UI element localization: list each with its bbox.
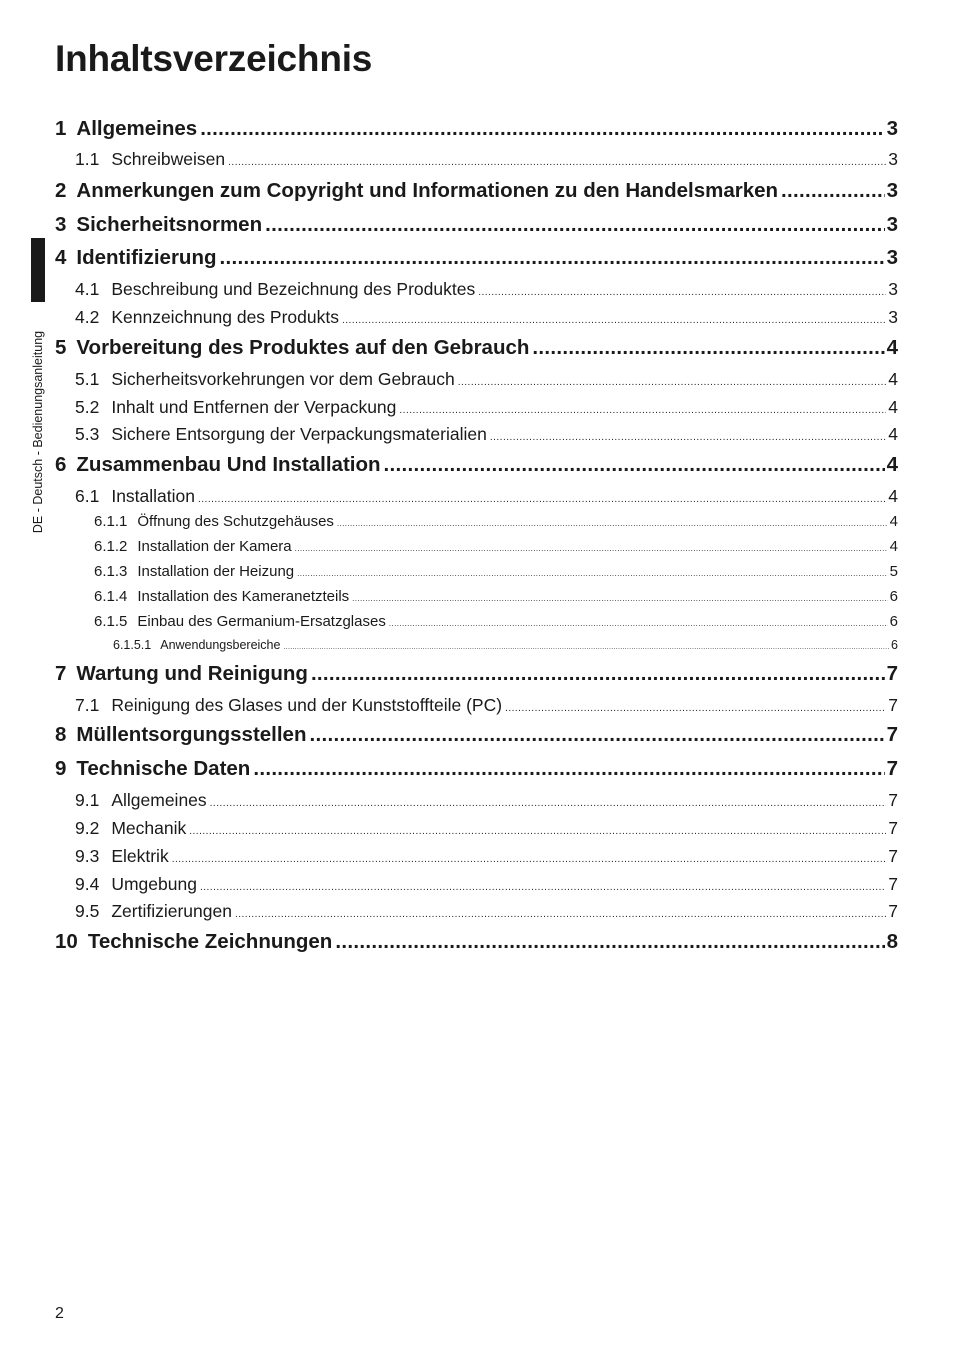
- toc-entry-label: Allgemeines: [76, 117, 198, 140]
- toc-entry-label: Technische Zeichnungen: [87, 930, 333, 953]
- toc-entry-number: 6.1.5: [94, 613, 128, 630]
- toc-entry-number: 9.3: [75, 846, 100, 866]
- toc-entry[interactable]: [75, 369, 898, 390]
- toc-dot-leader: [219, 246, 884, 270]
- toc-entry-number: 5: [55, 336, 67, 359]
- toc-entry[interactable]: [94, 538, 898, 555]
- toc-entry-number: 10: [55, 930, 78, 953]
- toc-entry-number: 6.1.4: [94, 588, 128, 605]
- toc-entry-label: Öffnung des Schutzgehäuses: [137, 513, 334, 530]
- toc-entry-number: 1.1: [75, 149, 100, 169]
- toc-dot-leader: [189, 826, 886, 837]
- toc-entry[interactable]: [55, 930, 898, 954]
- toc-entry-page: 7: [888, 790, 898, 810]
- toc-entry[interactable]: [55, 723, 898, 747]
- toc-entry-label: Anmerkungen zum Copyright und Informationen zu den Handelsmarken: [76, 179, 779, 202]
- toc-entry-page: 7: [888, 874, 898, 894]
- toc-entry-label: Installation der Kamera: [137, 538, 292, 555]
- toc-entry-label: Sicherheitsnormen: [76, 213, 263, 236]
- page-title: Inhaltsverzeichnis: [55, 38, 373, 79]
- toc-entry-page: 4: [888, 397, 898, 417]
- toc-entry[interactable]: [55, 336, 898, 360]
- toc-entry-number: 6.1.5.1: [113, 638, 152, 652]
- toc-entry-number: 6: [55, 453, 67, 476]
- toc-entry-number: 9: [55, 757, 67, 780]
- toc-entry-number: 3: [55, 213, 67, 236]
- toc-entry-label: Sicherheitsvorkehrungen vor dem Gebrauch: [111, 369, 455, 389]
- toc-entry-number: 8: [55, 723, 67, 746]
- toc-dot-leader: [198, 494, 886, 505]
- toc-dot-leader: [297, 569, 888, 578]
- toc-entry-number: 6.1.3: [94, 563, 128, 580]
- toc-entry-page: 4: [888, 486, 898, 506]
- toc-entry-label: Installation der Heizung: [137, 563, 295, 580]
- sidebar-language-label: DE - Deutsch - Bedienungsanleitung: [31, 330, 45, 534]
- toc-dot-leader: [505, 703, 886, 714]
- toc-entry-label: Mechanik: [111, 818, 187, 838]
- toc-dot-leader: [311, 662, 885, 686]
- toc-entry[interactable]: [75, 846, 898, 867]
- toc-entry[interactable]: [55, 246, 898, 270]
- toc-entry[interactable]: [75, 901, 898, 922]
- toc-dot-leader: [337, 519, 888, 528]
- toc-entry-label: Schreibweisen: [111, 149, 226, 169]
- toc-dot-leader: [352, 594, 888, 603]
- toc-entry-number: 5.3: [75, 424, 100, 444]
- toc-entry[interactable]: [55, 117, 898, 141]
- toc-entry-number: 9.4: [75, 874, 100, 894]
- toc-dot-leader: [399, 405, 886, 416]
- toc-entry-page: 7: [888, 818, 898, 838]
- toc-entry-page: 6: [889, 613, 898, 630]
- toc-entry-number: 6.1.2: [94, 538, 128, 555]
- toc-entry-label: Kennzeichnung des Produkts: [111, 307, 339, 327]
- toc-entry-label: Installation: [111, 486, 195, 506]
- toc-dot-leader: [478, 287, 886, 298]
- toc-entry-page: 7: [886, 662, 898, 685]
- toc-entry-number: 9.1: [75, 790, 100, 810]
- toc-dot-leader: [172, 854, 887, 865]
- toc-entry-number: 4: [55, 246, 67, 269]
- toc-dot-leader: [235, 909, 886, 920]
- toc-entry-label: Elektrik: [111, 846, 169, 866]
- toc-entry-page: 7: [886, 723, 898, 746]
- toc-dot-leader: [389, 619, 888, 628]
- toc-entry-page: 3: [888, 149, 898, 169]
- toc-entry-label: Reinigung des Glases und der Kunststoffteile (PC): [111, 695, 503, 715]
- toc-entry-number: 1: [55, 117, 67, 140]
- toc-entry[interactable]: [113, 638, 898, 652]
- toc-entry-label: Vorbereitung des Produktes auf den Gebrauch: [76, 336, 530, 359]
- toc-entry-label: Wartung und Reinigung: [76, 662, 308, 685]
- page-number: 2: [55, 1305, 64, 1322]
- toc-dot-leader: [210, 798, 887, 809]
- toc-entry-page: 8: [886, 930, 898, 953]
- toc-entry-page: 5: [889, 563, 898, 580]
- toc-entry[interactable]: [75, 874, 898, 895]
- toc-entry-label: Einbau des Germanium-Ersatzglases: [137, 613, 386, 630]
- toc-dot-leader: [200, 882, 886, 893]
- toc-entry-label: Müllentsorgungsstellen: [76, 723, 307, 746]
- toc-dot-leader: [283, 644, 889, 651]
- toc-entry-page: 7: [888, 695, 898, 715]
- toc-entry-number: 4.1: [75, 279, 100, 299]
- toc-dot-leader: [342, 315, 886, 326]
- toc-entry-page: 4: [889, 513, 898, 530]
- toc-dot-leader: [781, 179, 885, 203]
- toc-entry-number: 5.1: [75, 369, 100, 389]
- toc-entry-number: 7.1: [75, 695, 100, 715]
- toc-entry-page: 6: [891, 638, 898, 652]
- toc-entry[interactable]: [55, 757, 898, 781]
- toc-entry-page: 7: [888, 901, 898, 921]
- toc-entry-number: 9.2: [75, 818, 100, 838]
- toc-entry[interactable]: [75, 279, 898, 300]
- toc-entry-label: Identifizierung: [76, 246, 217, 269]
- toc-entry-page: 3: [888, 279, 898, 299]
- toc-entry-label: Allgemeines: [111, 790, 207, 810]
- toc-entry[interactable]: [75, 486, 898, 507]
- toc-entry[interactable]: [75, 307, 898, 328]
- toc-dot-leader: [335, 930, 884, 954]
- toc-entry-label: Beschreibung und Bezeichnung des Produktes: [111, 279, 476, 299]
- toc-entry-page: 3: [886, 117, 898, 140]
- toc-entry-number: 6.1: [75, 486, 100, 506]
- toc-entry[interactable]: [75, 424, 898, 445]
- toc-entry-page: 7: [886, 757, 898, 780]
- toc-entry-page: 3: [886, 213, 898, 236]
- toc-dot-leader: [228, 157, 886, 168]
- toc-dot-leader: [265, 213, 884, 237]
- toc-entry-number: 4.2: [75, 307, 100, 327]
- toc-entry-page: 7: [888, 846, 898, 866]
- toc-entry-number: 7: [55, 662, 67, 685]
- toc-entry-label: Anwendungsbereiche: [160, 638, 281, 652]
- toc-entry[interactable]: [94, 513, 898, 530]
- toc-entry[interactable]: [75, 695, 898, 716]
- toc-entry-label: Zertifizierungen: [111, 901, 232, 921]
- toc-dot-leader: [384, 453, 885, 477]
- toc-dot-leader: [200, 117, 884, 141]
- toc-entry-page: 3: [888, 307, 898, 327]
- toc-entry[interactable]: [55, 453, 898, 477]
- toc-entry-label: Technische Daten: [76, 757, 251, 780]
- toc-entry-page: 3: [886, 246, 898, 269]
- toc-entry-number: 5.2: [75, 397, 100, 417]
- toc-entry-number: 6.1.1: [94, 513, 128, 530]
- toc-entry-page: 4: [886, 336, 898, 359]
- toc-dot-leader: [253, 757, 884, 781]
- toc-entry[interactable]: [75, 149, 898, 170]
- toc-entry[interactable]: [55, 213, 898, 237]
- toc-entry-page: 4: [886, 453, 898, 476]
- toc-entry-page: 4: [888, 424, 898, 444]
- toc-entry-label: Umgebung: [111, 874, 197, 894]
- toc-dot-leader: [295, 544, 888, 553]
- toc-entry[interactable]: [75, 790, 898, 811]
- toc-entry[interactable]: [75, 397, 898, 418]
- toc-dot-leader: [490, 432, 886, 443]
- toc-dot-leader: [532, 336, 884, 360]
- toc-entry-label: Sichere Entsorgung der Verpackungsmaterialien: [111, 424, 487, 444]
- toc-dot-leader: [309, 723, 884, 747]
- toc-entry-page: 4: [889, 538, 898, 555]
- toc-entry[interactable]: [55, 179, 898, 203]
- toc-entry-number: 9.5: [75, 901, 100, 921]
- toc-entry-label: Installation des Kameranetzteils: [137, 588, 350, 605]
- toc-entry[interactable]: [94, 588, 898, 605]
- toc-entry-label: Inhalt und Entfernen der Verpackung: [111, 397, 397, 417]
- toc-entry[interactable]: [94, 563, 898, 580]
- toc-entry-label: Zusammenbau Und Installation: [76, 453, 381, 476]
- toc-entry-page: 3: [886, 179, 898, 202]
- toc-entry-page: 4: [888, 369, 898, 389]
- toc-dot-leader: [458, 377, 887, 388]
- toc-entry[interactable]: [75, 818, 898, 839]
- toc-entry-page: 6: [889, 588, 898, 605]
- toc-entry[interactable]: [94, 613, 898, 630]
- toc-entry[interactable]: [55, 662, 898, 686]
- toc-entry-number: 2: [55, 179, 67, 202]
